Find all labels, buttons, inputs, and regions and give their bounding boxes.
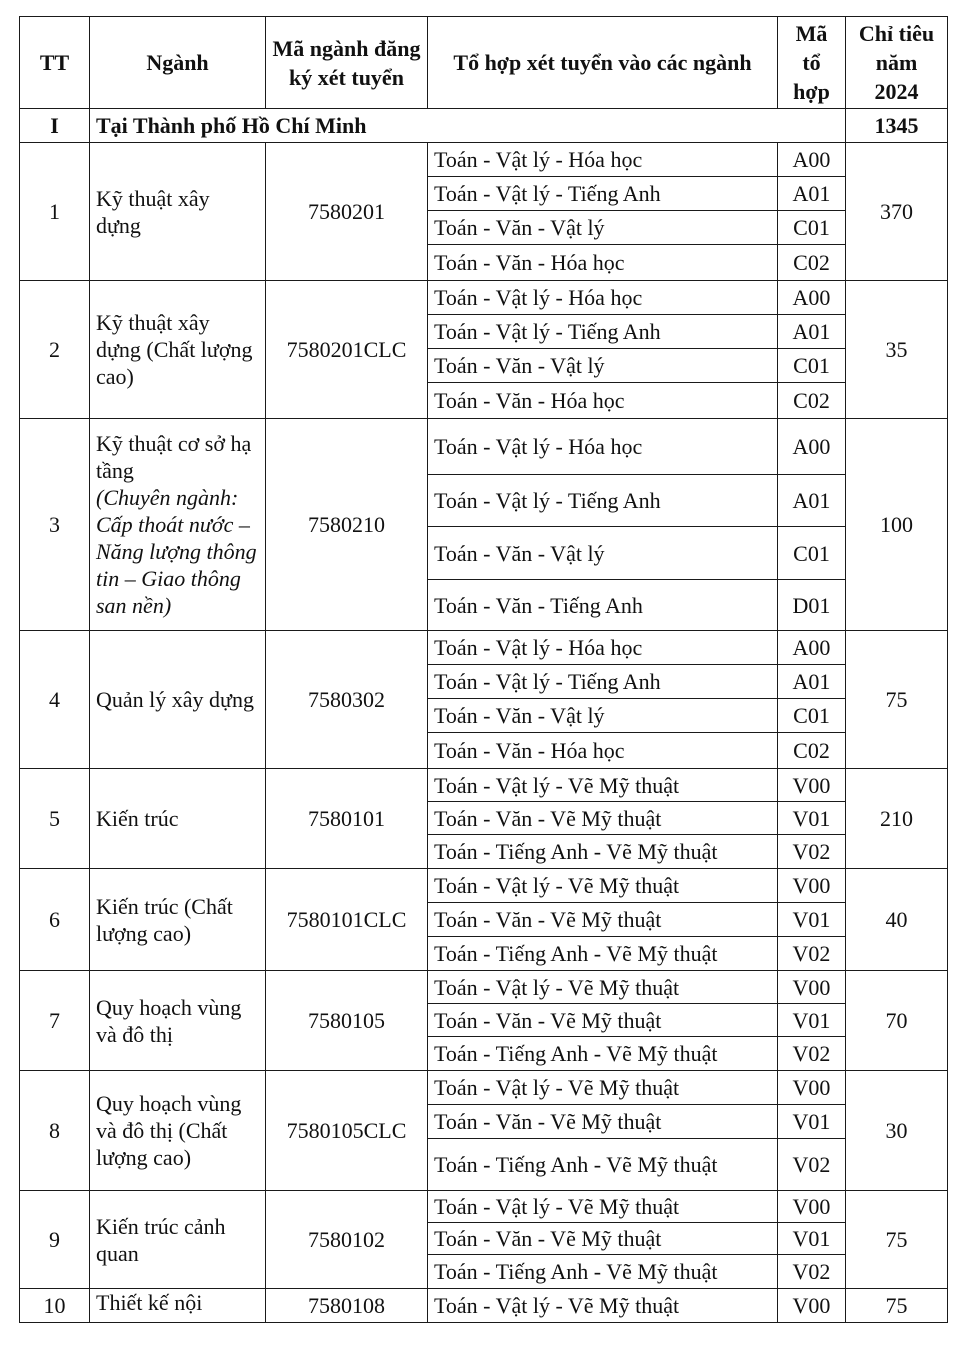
combo-code: V01 xyxy=(778,1223,846,1255)
program-index: 4 xyxy=(20,631,90,769)
program-quota: 100 xyxy=(846,419,948,631)
program-name: Quy hoạch vùng và đô thị (Chất lượng cao) xyxy=(96,1091,242,1170)
combo-subjects: Toán - Vật lý - Vẽ Mỹ thuật xyxy=(428,869,778,903)
table-row xyxy=(20,769,948,802)
program-code: 7580210 xyxy=(266,419,428,631)
combo-code: V01 xyxy=(778,1004,846,1037)
combo-code: V02 xyxy=(778,1037,846,1071)
combo-subjects: Toán - Văn - Vẽ Mỹ thuật xyxy=(428,802,778,835)
combo-code: C01 xyxy=(778,211,846,245)
program-index: 10 xyxy=(20,1289,90,1323)
combo-code: V00 xyxy=(778,769,846,802)
program-quota: 70 xyxy=(846,971,948,1071)
combo-code: V00 xyxy=(778,1071,846,1105)
combo-subjects: Toán - Văn - Vẽ Mỹ thuật xyxy=(428,1004,778,1037)
program-code: 7580201CLC xyxy=(266,281,428,419)
combo-subjects: Toán - Vật lý - Hóa học xyxy=(428,143,778,177)
program-quota: 75 xyxy=(846,631,948,769)
section-title: Tại Thành phố Hồ Chí Minh xyxy=(90,109,846,143)
combo-subjects: Toán - Vật lý - Tiếng Anh xyxy=(428,315,778,349)
combo-subjects: Toán - Vật lý - Vẽ Mỹ thuật xyxy=(428,769,778,802)
program-code: 7580201 xyxy=(266,143,428,281)
combo-subjects: Toán - Vật lý - Tiếng Anh xyxy=(428,177,778,211)
combo-subjects: Toán - Vật lý - Hóa học xyxy=(428,419,778,475)
combo-code: C02 xyxy=(778,383,846,419)
program-name: Kỹ thuật cơ sở hạ tầng xyxy=(96,431,252,483)
program-name-cell xyxy=(90,869,266,971)
combo-code: V02 xyxy=(778,1139,846,1191)
program-quota: 210 xyxy=(846,769,948,869)
section-total: 1345 xyxy=(846,109,948,143)
table-row xyxy=(20,1191,948,1223)
combo-subjects: Toán - Tiếng Anh - Vẽ Mỹ thuật xyxy=(428,1037,778,1071)
combo-code: A01 xyxy=(778,315,846,349)
header-chi-tieu: Chỉ tiêu năm 2024 xyxy=(846,17,948,109)
header-nganh: Ngành xyxy=(90,17,266,109)
program-name: Thiết kế nội xyxy=(96,1290,203,1315)
combo-subjects: Toán - Tiếng Anh - Vẽ Mỹ thuật xyxy=(428,1255,778,1289)
combo-subjects: Toán - Vật lý - Hóa học xyxy=(428,631,778,665)
header-row xyxy=(20,17,948,109)
combo-code: C02 xyxy=(778,245,846,281)
program-quota: 35 xyxy=(846,281,948,419)
table-row xyxy=(20,281,948,315)
combo-subjects: Toán - Văn - Vật lý xyxy=(428,699,778,733)
combo-code: V02 xyxy=(778,835,846,869)
combo-subjects: Toán - Vật lý - Tiếng Anh xyxy=(428,475,778,527)
program-code: 7580101 xyxy=(266,769,428,869)
section-tt: I xyxy=(20,109,90,143)
table-row xyxy=(20,869,948,903)
header-tt: TT xyxy=(20,17,90,109)
program-code: 7580302 xyxy=(266,631,428,769)
program-name: Kỹ thuật xây dựng xyxy=(96,185,210,238)
program-name-cell xyxy=(90,419,266,631)
table-row xyxy=(20,1071,948,1105)
program-quota: 40 xyxy=(846,869,948,971)
program-quota: 75 xyxy=(846,1289,948,1323)
header-ma-nganh: Mã ngành đăng ký xét tuyển xyxy=(266,17,428,109)
section-row xyxy=(20,109,948,143)
combo-subjects: Toán - Văn - Hóa học xyxy=(428,733,778,769)
program-quota: 370 xyxy=(846,143,948,281)
combo-code: D01 xyxy=(778,580,846,631)
program-name-cell xyxy=(90,1071,266,1191)
program-index: 8 xyxy=(20,1071,90,1191)
combo-subjects: Toán - Vật lý - Hóa học xyxy=(428,281,778,315)
combo-code: A00 xyxy=(778,631,846,665)
program-name-cell xyxy=(90,631,266,769)
table-row xyxy=(20,143,948,177)
program-name-cell xyxy=(90,1191,266,1289)
combo-subjects: Toán - Văn - Vẽ Mỹ thuật xyxy=(428,903,778,937)
combo-code: V00 xyxy=(778,1191,846,1223)
program-code: 7580105CLC xyxy=(266,1071,428,1191)
combo-code: V02 xyxy=(778,1255,846,1289)
program-name-cell xyxy=(90,1289,266,1323)
program-code: 7580105 xyxy=(266,971,428,1071)
admission-table xyxy=(19,16,948,1323)
combo-code: A01 xyxy=(778,475,846,527)
program-name-cell xyxy=(90,143,266,281)
combo-subjects: Toán - Văn - Vẽ Mỹ thuật xyxy=(428,1223,778,1255)
combo-code: V01 xyxy=(778,802,846,835)
combo-subjects: Toán - Văn - Vẽ Mỹ thuật xyxy=(428,1105,778,1139)
combo-code: A00 xyxy=(778,419,846,475)
program-index: 1 xyxy=(20,143,90,281)
header-to-hop: Tổ hợp xét tuyển vào các ngành xyxy=(428,17,778,109)
combo-code: V00 xyxy=(778,869,846,903)
program-note: (Chuyên ngành: Cấp thoát nước – Năng lượng thông tin – Giao thông san nền) xyxy=(96,485,257,618)
program-code: 7580108 xyxy=(266,1289,428,1323)
program-name-cell xyxy=(90,281,266,419)
combo-code: A01 xyxy=(778,177,846,211)
program-code: 7580101CLC xyxy=(266,869,428,971)
combo-code: C01 xyxy=(778,527,846,580)
combo-code: A00 xyxy=(778,281,846,315)
combo-subjects: Toán - Văn - Hóa học xyxy=(428,383,778,419)
combo-code: C01 xyxy=(778,699,846,733)
combo-code: A01 xyxy=(778,665,846,699)
combo-code: V00 xyxy=(778,1289,846,1323)
table-row xyxy=(20,631,948,665)
header-ma-to-hop: Mã tổ hợp xyxy=(778,17,846,109)
combo-code: V01 xyxy=(778,903,846,937)
program-quota: 75 xyxy=(846,1191,948,1289)
combo-subjects: Toán - Văn - Hóa học xyxy=(428,245,778,281)
combo-code: V00 xyxy=(778,971,846,1004)
combo-subjects: Toán - Vật lý - Vẽ Mỹ thuật xyxy=(428,1289,778,1323)
combo-code: V02 xyxy=(778,937,846,971)
combo-code: C01 xyxy=(778,349,846,383)
combo-subjects: Toán - Văn - Vật lý xyxy=(428,211,778,245)
combo-subjects: Toán - Vật lý - Tiếng Anh xyxy=(428,665,778,699)
program-index: 2 xyxy=(20,281,90,419)
program-name: Kiến trúc cảnh quan xyxy=(96,1213,226,1266)
combo-subjects: Toán - Vật lý - Vẽ Mỹ thuật xyxy=(428,1071,778,1105)
combo-subjects: Toán - Vật lý - Vẽ Mỹ thuật xyxy=(428,971,778,1004)
program-name: Quản lý xây dựng xyxy=(96,687,254,712)
program-name: Kiến trúc xyxy=(96,806,179,831)
combo-subjects: Toán - Tiếng Anh - Vẽ Mỹ thuật xyxy=(428,1139,778,1191)
combo-subjects: Toán - Vật lý - Vẽ Mỹ thuật xyxy=(428,1191,778,1223)
combo-code: A00 xyxy=(778,143,846,177)
program-code: 7580102 xyxy=(266,1191,428,1289)
program-index: 6 xyxy=(20,869,90,971)
program-name-cell xyxy=(90,971,266,1071)
program-index: 9 xyxy=(20,1191,90,1289)
combo-subjects: Toán - Văn - Tiếng Anh xyxy=(428,580,778,631)
combo-code: C02 xyxy=(778,733,846,769)
program-index: 5 xyxy=(20,769,90,869)
program-quota: 30 xyxy=(846,1071,948,1191)
program-name-cell xyxy=(90,769,266,869)
program-name: Kỹ thuật xây dựng (Chất lượng cao) xyxy=(96,310,253,389)
table-row xyxy=(20,1289,948,1323)
combo-subjects: Toán - Tiếng Anh - Vẽ Mỹ thuật xyxy=(428,937,778,971)
program-index: 7 xyxy=(20,971,90,1071)
table-row xyxy=(20,971,948,1004)
program-name: Kiến trúc (Chất lượng cao) xyxy=(96,893,233,946)
program-name: Quy hoạch vùng và đô thị xyxy=(96,994,242,1047)
combo-subjects: Toán - Văn - Vật lý xyxy=(428,527,778,580)
combo-code: V01 xyxy=(778,1105,846,1139)
table-row xyxy=(20,419,948,475)
combo-subjects: Toán - Văn - Vật lý xyxy=(428,349,778,383)
program-index: 3 xyxy=(20,419,90,631)
combo-subjects: Toán - Tiếng Anh - Vẽ Mỹ thuật xyxy=(428,835,778,869)
